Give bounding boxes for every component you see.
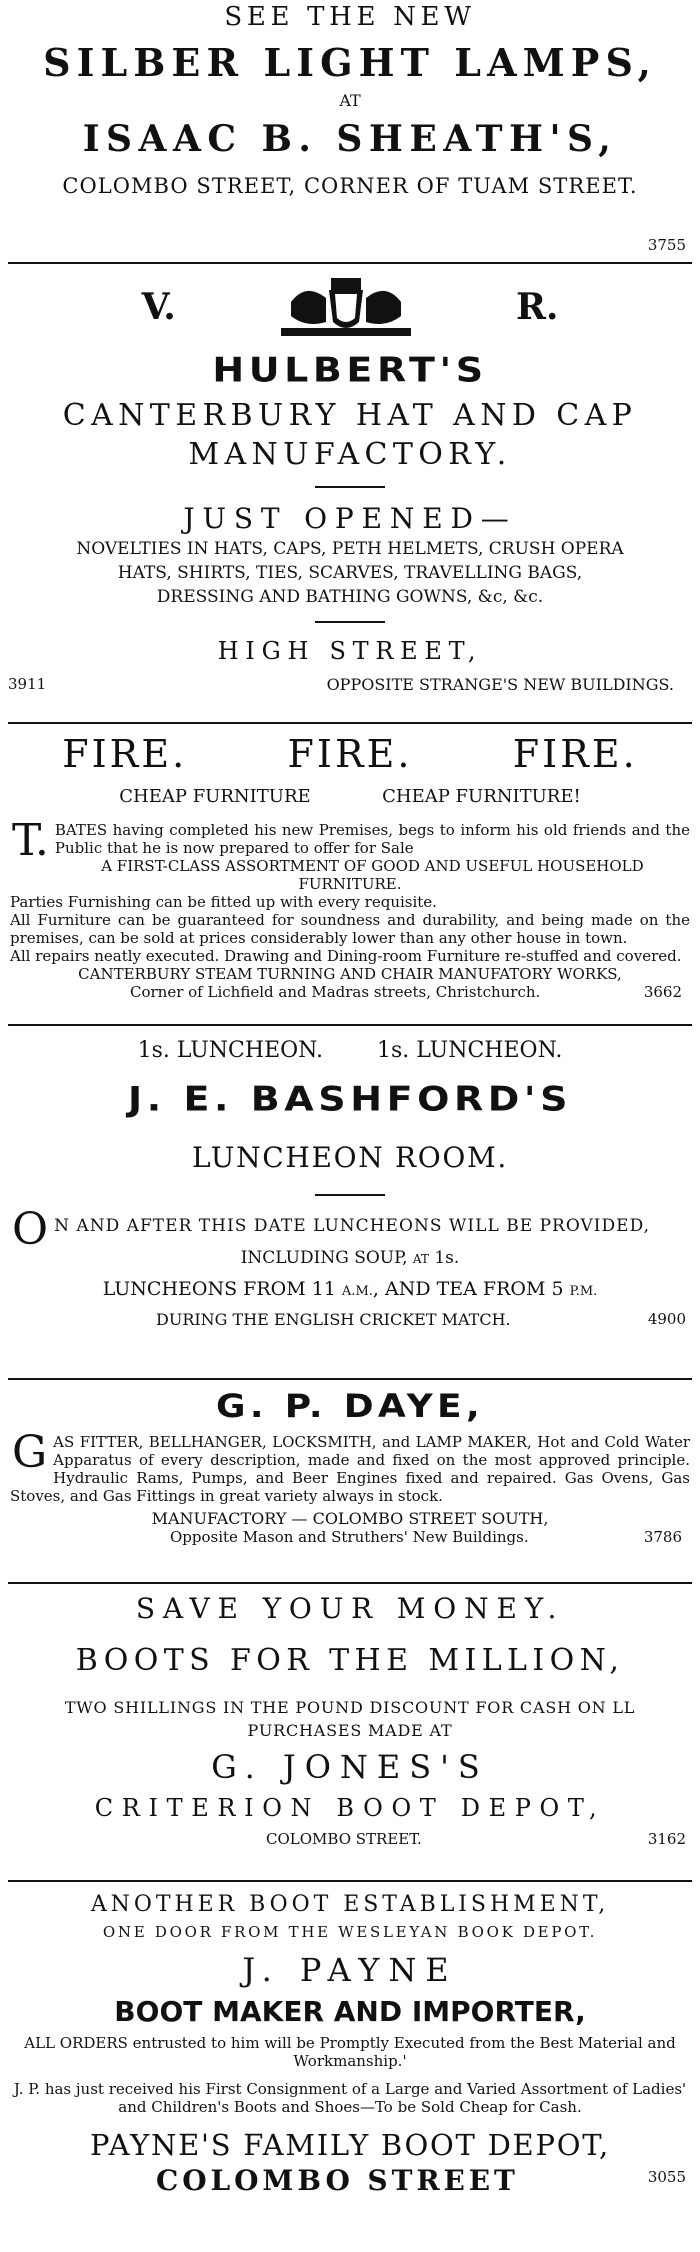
ad7-jp: J. P. has just received his First Consignment of a Large and Varied Assortment of Ladies' and Children's Boots and Shoes—To be Sold Cheap for Cash. bbox=[13, 2080, 687, 2116]
ad4-dropcap: O bbox=[12, 1204, 49, 1255]
ad3-para-2: A FIRST-CLASS ASSORTMENT OF GOOD AND USEFUL HOUSEHOLD FURNITURE. bbox=[101, 857, 644, 893]
advert-jones-criterion bbox=[0, 1592, 700, 1880]
short-rule bbox=[315, 621, 385, 623]
ad7-street: COLOMBO STREET bbox=[156, 2164, 519, 2197]
ad1-ref-number: 3755 bbox=[647, 236, 686, 254]
short-rule bbox=[315, 486, 385, 488]
ad1-line3: AT bbox=[339, 91, 361, 110]
ad3-ref-number: 3662 bbox=[643, 983, 682, 1001]
advert-bashford-luncheon bbox=[0, 1038, 700, 1378]
ad4-para-2c: 1s. bbox=[434, 1248, 460, 1268]
divider-rule bbox=[8, 1024, 692, 1026]
ad6-boots: BOOTS FOR THE MILLION, bbox=[75, 1643, 625, 1678]
ad5-name: G. P. DAYE, bbox=[216, 1388, 484, 1425]
ad2-street: HIGH STREET, bbox=[217, 637, 483, 665]
ad3-cheap-row bbox=[6, 786, 694, 807]
divider-rule bbox=[8, 722, 692, 724]
royal-crest-icon bbox=[271, 272, 421, 342]
ad2-r: R. bbox=[515, 286, 559, 328]
ad6-footer-row bbox=[6, 1830, 694, 1852]
ad4-para-3a: LUNCHEONS FROM 11 bbox=[102, 1278, 336, 1300]
ad5-dropcap: G bbox=[12, 1427, 48, 1478]
ad3-para-3: Parties Furnishing can be fitted up with every requisite. bbox=[10, 893, 437, 911]
ad4-lunch-2: 1s. LUNCHEON. bbox=[377, 1038, 563, 1063]
advert-payne-boots bbox=[0, 1892, 700, 2252]
ad1-line4: ISAAC B. SHEATH'S, bbox=[82, 118, 618, 160]
ad6-discount-1: TWO SHILLINGS IN THE POUND DISCOUNT FOR CASH ON LL bbox=[64, 1698, 636, 1717]
ad4-room: LUNCHEON ROOM. bbox=[192, 1141, 508, 1174]
ad3-works: CANTERBURY STEAM TURNING AND CHAIR MANUFATORY WORKS, bbox=[78, 965, 622, 983]
ad3-para-5: All repairs neatly executed. Drawing and Dining-room Furniture re-stuffed and covered. bbox=[10, 947, 682, 965]
divider-rule bbox=[8, 1582, 692, 1584]
advert-silber-lamps bbox=[0, 0, 700, 262]
ad4-ref-number: 4900 bbox=[647, 1310, 686, 1328]
ad7-ref-number: 3055 bbox=[647, 2168, 686, 2186]
ad2-royal-row bbox=[6, 272, 694, 342]
ad4-name: J. E. BASHFORD'S bbox=[128, 1079, 572, 1119]
ad3-fire-3: FIRE. bbox=[512, 732, 638, 776]
ad6-ref-number: 3162 bbox=[647, 1830, 686, 1848]
ad4-para-3c: , AND TEA FROM 5 bbox=[372, 1278, 564, 1300]
ad6-save: SAVE YOUR MONEY. bbox=[135, 1592, 565, 1625]
divider-rule bbox=[8, 1378, 692, 1380]
ad5-ref-number: 3786 bbox=[643, 1528, 682, 1546]
ad3-dropcap: T. bbox=[12, 815, 49, 866]
divider-rule bbox=[8, 1880, 692, 1882]
ad5-opposite: Opposite Mason and Struthers' New Buildings. bbox=[170, 1528, 529, 1546]
advert-hulberts bbox=[0, 272, 700, 722]
ad3-cheap-2: CHEAP FURNITURE! bbox=[382, 786, 581, 807]
ad1-line1: SEE THE NEW bbox=[224, 2, 476, 32]
divider-rule bbox=[8, 262, 692, 264]
ad6-name: G. JONES'S bbox=[211, 1748, 489, 1786]
ad3-footer-row bbox=[10, 983, 690, 1003]
ad4-para-3d: P.M. bbox=[569, 1284, 598, 1299]
ad2-opened: JUST OPENED— bbox=[183, 502, 517, 535]
ad2-opposite: OPPOSITE STRANGE'S NEW BUILDINGS. bbox=[326, 675, 674, 694]
ad3-fire-1: FIRE. bbox=[62, 732, 188, 776]
ad7-orders: ALL ORDERS entrusted to him will be Promptly Executed from the Best Material and Workmanship.' bbox=[24, 2034, 676, 2070]
ad3-fire-2: FIRE. bbox=[287, 732, 413, 776]
ad2-name: HULBERT'S bbox=[212, 350, 488, 390]
ad7-family: PAYNE'S FAMILY BOOT DEPOT, bbox=[89, 2128, 611, 2162]
ad7-footer-row bbox=[6, 2164, 694, 2198]
ad4-para-4: DURING THE ENGLISH CRICKET MATCH. bbox=[156, 1310, 511, 1329]
ad4-para-2b: AT bbox=[412, 1252, 429, 1266]
ad4-para-3b: A.M. bbox=[341, 1284, 373, 1299]
ad4-para-1-row bbox=[6, 1204, 694, 1255]
ad2-novelties-1: NOVELTIES IN HATS, CAPS, PETH HELMETS, CRUSH OPERA bbox=[76, 539, 624, 559]
ad4-para-2a: INCLUDING SOUP, bbox=[240, 1248, 408, 1268]
advert-fire-furniture bbox=[0, 732, 700, 1024]
ad2-novelties-2: HATS, SHIRTS, TIES, SCARVES, TRAVELLING BAGS, bbox=[117, 563, 583, 583]
ad5-manufactory: MANUFACTORY — COLOMBO STREET SOUTH, bbox=[151, 1509, 549, 1528]
ad4-lunch-1: 1s. LUNCHEON. bbox=[137, 1038, 323, 1063]
ad7-one-door: ONE DOOR FROM THE WESLEYAN BOOK DEPOT. bbox=[102, 1923, 598, 1941]
ad6-depot: CRITERION BOOT DEPOT, bbox=[94, 1794, 606, 1822]
ad5-body bbox=[6, 1427, 694, 1548]
ad1-line5: COLOMBO STREET, CORNER OF TUAM STREET. bbox=[62, 174, 638, 198]
ad2-v: V. bbox=[141, 286, 176, 328]
ad4-para-3 bbox=[6, 1278, 694, 1300]
advert-daye-gas-fitter bbox=[0, 1386, 700, 1582]
ad4-footer-row bbox=[6, 1310, 694, 1332]
ad3-para-1: BATES having completed his new Premises, begs to inform his old friends and the Public that he is now prepared to offer for Sale bbox=[54, 821, 690, 857]
ad1-line2: SILBER LIGHT LAMPS, bbox=[43, 40, 657, 85]
ad2-line1: CANTERBURY HAT AND CAP bbox=[62, 398, 638, 433]
ad4-para-2 bbox=[6, 1248, 694, 1268]
ad6-street: COLOMBO STREET. bbox=[266, 1830, 422, 1848]
ad2-ref-number: 3911 bbox=[8, 675, 47, 693]
ad5-footer-row bbox=[10, 1528, 690, 1548]
ad3-para-4: All Furniture can be guaranteed for soundness and durability, and being made on the premises, can be sold at prices considerably lower than any other house in town. bbox=[10, 911, 690, 947]
ad2-line2: MANUFACTORY. bbox=[188, 437, 512, 472]
ad6-discount-2: PURCHASES MADE AT bbox=[247, 1721, 453, 1740]
ad3-cheap-1: CHEAP FURNITURE bbox=[119, 786, 311, 807]
ad7-maker: BOOT MAKER AND IMPORTER, bbox=[114, 1995, 586, 2028]
ad3-corner: Corner of Lichfield and Madras streets, Christchurch. bbox=[130, 983, 541, 1001]
ad3-fire-row bbox=[6, 732, 694, 776]
ad2-footer-row bbox=[6, 675, 694, 699]
ad4-para-1: N AND AFTER THIS DATE LUNCHEONS WILL BE PROVIDED, bbox=[54, 1216, 651, 1236]
ad7-another: ANOTHER BOOT ESTABLISHMENT, bbox=[90, 1892, 610, 1917]
ad5-para-1: AS FITTER, BELLHANGER, LOCKSMITH, and LAMP MAKER, Hot and Cold Water Apparatus of every description, made and fixed on the most approved principle. Hydraulic Rams, Pumps, and Beer Engines fixed and repaired. Gas Ovens, Gas Stoves, and Gas Fittings in great variety always in stock. bbox=[10, 1433, 690, 1505]
ad7-name: J. PAYNE bbox=[242, 1951, 458, 1989]
ad4-lunch-row bbox=[6, 1038, 694, 1063]
short-rule bbox=[315, 1194, 385, 1196]
ad3-body bbox=[6, 815, 694, 1003]
ad2-novelties-3: DRESSING AND BATHING GOWNS, &c, &c. bbox=[156, 587, 544, 607]
